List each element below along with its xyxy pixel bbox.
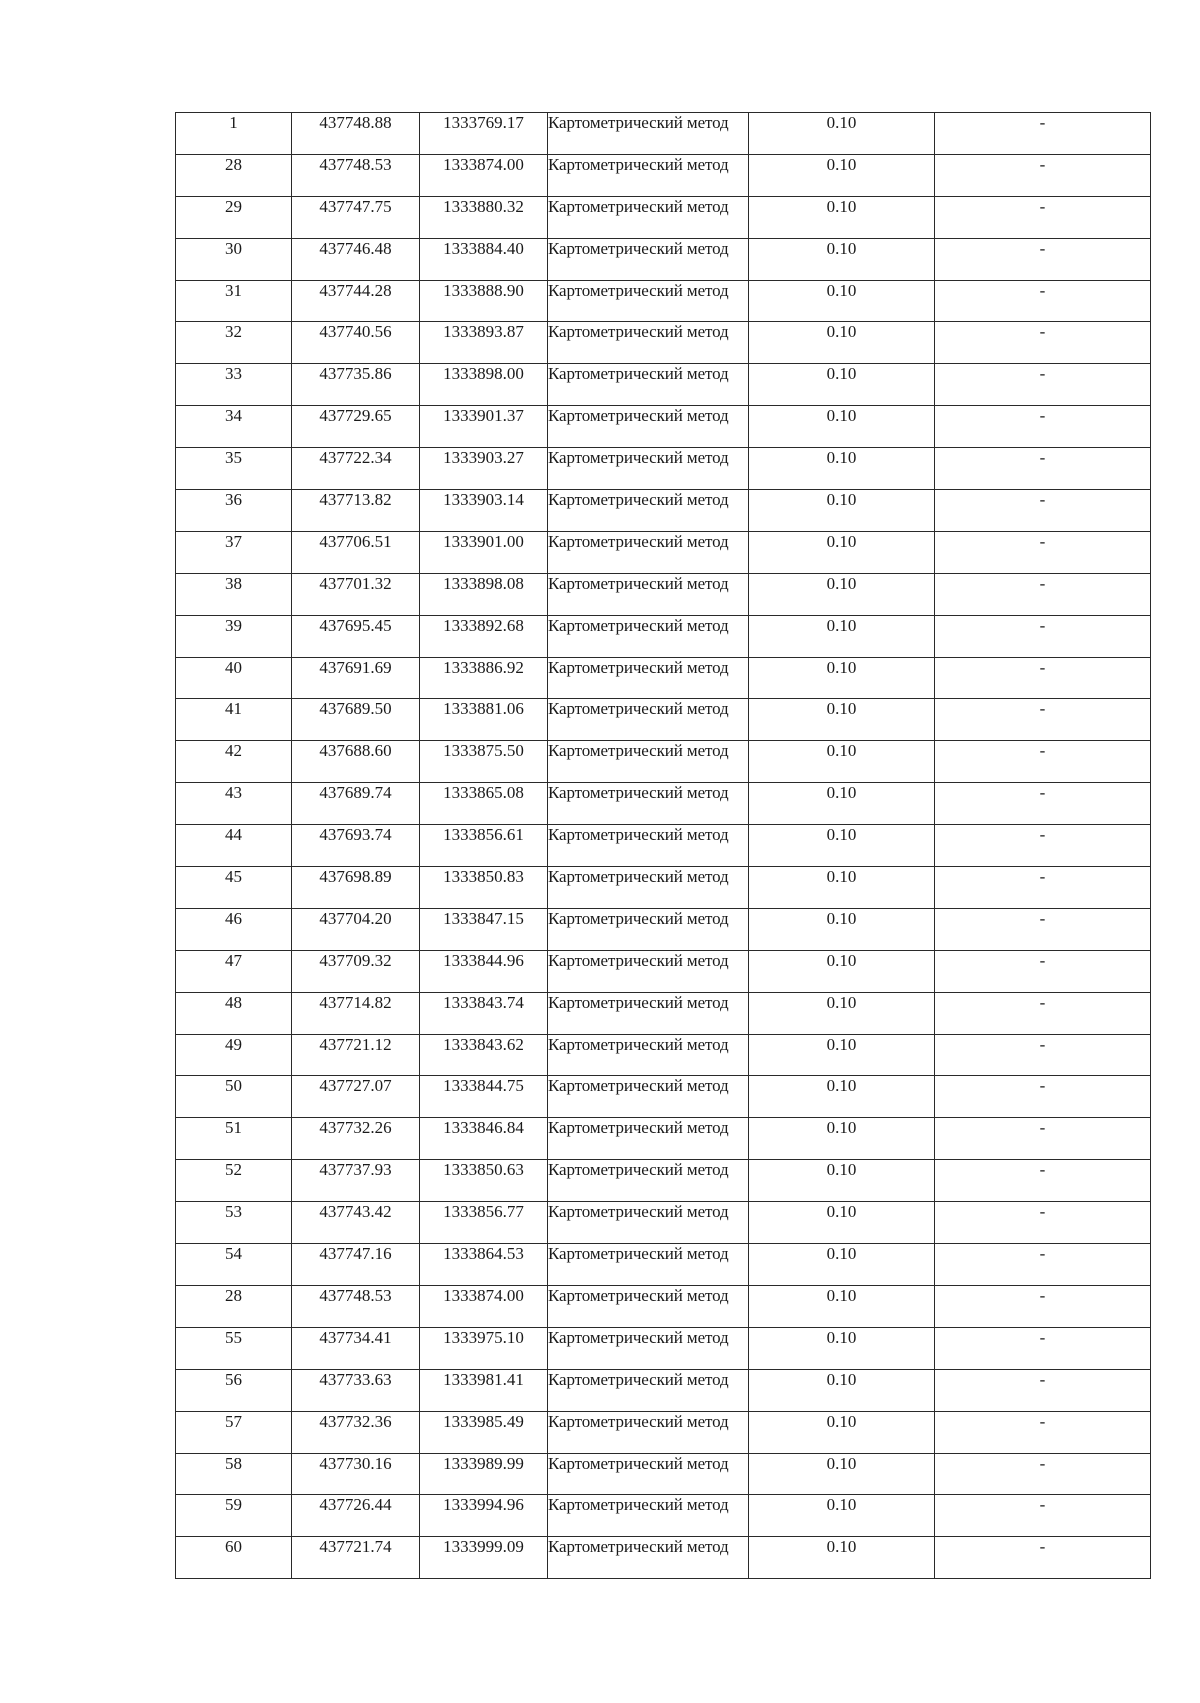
accuracy: 0.10	[749, 699, 935, 741]
method: Картометрический метод	[548, 657, 749, 699]
table-row	[176, 657, 1151, 699]
accuracy: 0.10	[749, 908, 935, 950]
coordinate-x: 437740.56	[292, 322, 420, 364]
description: -	[935, 1244, 1151, 1286]
point-number: 38	[176, 573, 292, 615]
point-number: 54	[176, 1244, 292, 1286]
method: Картометрический метод	[548, 1537, 749, 1579]
accuracy: 0.10	[749, 1369, 935, 1411]
method: Картометрический метод	[548, 1369, 749, 1411]
accuracy: 0.10	[749, 741, 935, 783]
coordinate-x: 437732.36	[292, 1411, 420, 1453]
point-number: 42	[176, 741, 292, 783]
description: -	[935, 113, 1151, 155]
method: Картометрический метод	[548, 280, 749, 322]
coordinate-x: 437691.69	[292, 657, 420, 699]
coordinate-x: 437709.32	[292, 950, 420, 992]
coordinate-x: 437744.28	[292, 280, 420, 322]
point-number: 46	[176, 908, 292, 950]
accuracy: 0.10	[749, 1202, 935, 1244]
coordinate-y: 1333844.96	[420, 950, 548, 992]
description: -	[935, 322, 1151, 364]
description: -	[935, 992, 1151, 1034]
coordinate-x: 437730.16	[292, 1453, 420, 1495]
description: -	[935, 950, 1151, 992]
coordinate-x: 437747.16	[292, 1244, 420, 1286]
description: -	[935, 490, 1151, 532]
accuracy: 0.10	[749, 573, 935, 615]
table-row	[176, 1118, 1151, 1160]
table-row	[176, 280, 1151, 322]
accuracy: 0.10	[749, 1411, 935, 1453]
coordinate-y: 1333994.96	[420, 1495, 548, 1537]
point-number: 51	[176, 1118, 292, 1160]
coordinate-y: 1333856.77	[420, 1202, 548, 1244]
accuracy: 0.10	[749, 950, 935, 992]
coordinate-y: 1333864.53	[420, 1244, 548, 1286]
coordinate-x: 437748.53	[292, 154, 420, 196]
description: -	[935, 1285, 1151, 1327]
coordinate-y: 1333898.00	[420, 364, 548, 406]
table-row	[176, 322, 1151, 364]
table-row	[176, 1076, 1151, 1118]
coordinate-x: 437747.75	[292, 196, 420, 238]
table-row	[176, 238, 1151, 280]
table-row	[176, 992, 1151, 1034]
coordinate-x: 437726.44	[292, 1495, 420, 1537]
coordinate-y: 1333901.00	[420, 531, 548, 573]
coordinate-y: 1333999.09	[420, 1537, 548, 1579]
method: Картометрический метод	[548, 1327, 749, 1369]
coordinate-y: 1333850.63	[420, 1160, 548, 1202]
coordinate-y: 1333844.75	[420, 1076, 548, 1118]
description: -	[935, 1411, 1151, 1453]
table-row	[176, 783, 1151, 825]
coordinate-x: 437701.32	[292, 573, 420, 615]
description: -	[935, 1076, 1151, 1118]
accuracy: 0.10	[749, 615, 935, 657]
coordinate-x: 437743.42	[292, 1202, 420, 1244]
coordinate-y: 1333892.68	[420, 615, 548, 657]
coordinate-x: 437729.65	[292, 406, 420, 448]
coordinate-x: 437714.82	[292, 992, 420, 1034]
method: Картометрический метод	[548, 1411, 749, 1453]
table-row	[176, 1034, 1151, 1076]
coordinate-y: 1333880.32	[420, 196, 548, 238]
accuracy: 0.10	[749, 1495, 935, 1537]
table-row	[176, 1244, 1151, 1286]
point-number: 53	[176, 1202, 292, 1244]
point-number: 1	[176, 113, 292, 155]
description: -	[935, 1369, 1151, 1411]
description: -	[935, 196, 1151, 238]
coordinate-x: 437713.82	[292, 490, 420, 532]
coordinate-x: 437693.74	[292, 825, 420, 867]
point-number: 58	[176, 1453, 292, 1495]
description: -	[935, 448, 1151, 490]
point-number: 49	[176, 1034, 292, 1076]
accuracy: 0.10	[749, 364, 935, 406]
coordinate-x: 437704.20	[292, 908, 420, 950]
coordinate-y: 1333847.15	[420, 908, 548, 950]
point-number: 40	[176, 657, 292, 699]
method: Картометрический метод	[548, 448, 749, 490]
coordinate-x: 437721.74	[292, 1537, 420, 1579]
coordinates-table-body	[176, 113, 1151, 1579]
method: Картометрический метод	[548, 1495, 749, 1537]
point-number: 33	[176, 364, 292, 406]
point-number: 34	[176, 406, 292, 448]
coordinates-table	[175, 112, 1151, 1579]
method: Картометрический метод	[548, 615, 749, 657]
coordinate-y: 1333875.50	[420, 741, 548, 783]
coordinate-y: 1333975.10	[420, 1327, 548, 1369]
coordinate-x: 437746.48	[292, 238, 420, 280]
accuracy: 0.10	[749, 1244, 935, 1286]
coordinate-y: 1333856.61	[420, 825, 548, 867]
method: Картометрический метод	[548, 783, 749, 825]
point-number: 37	[176, 531, 292, 573]
method: Картометрический метод	[548, 867, 749, 909]
method: Картометрический метод	[548, 1076, 749, 1118]
accuracy: 0.10	[749, 490, 935, 532]
method: Картометрический метод	[548, 1160, 749, 1202]
accuracy: 0.10	[749, 1285, 935, 1327]
coordinate-x: 437748.88	[292, 113, 420, 155]
coordinate-y: 1333898.08	[420, 573, 548, 615]
method: Картометрический метод	[548, 950, 749, 992]
method: Картометрический метод	[548, 1453, 749, 1495]
table-row	[176, 1453, 1151, 1495]
point-number: 39	[176, 615, 292, 657]
table-row	[176, 1537, 1151, 1579]
method: Картометрический метод	[548, 1118, 749, 1160]
coordinate-y: 1333769.17	[420, 113, 548, 155]
accuracy: 0.10	[749, 531, 935, 573]
description: -	[935, 825, 1151, 867]
table-row	[176, 1327, 1151, 1369]
method: Картометрический метод	[548, 196, 749, 238]
description: -	[935, 657, 1151, 699]
point-number: 36	[176, 490, 292, 532]
coordinate-y: 1333893.87	[420, 322, 548, 364]
point-number: 52	[176, 1160, 292, 1202]
table-row	[176, 1411, 1151, 1453]
method: Картометрический метод	[548, 992, 749, 1034]
method: Картометрический метод	[548, 1202, 749, 1244]
point-number: 56	[176, 1369, 292, 1411]
description: -	[935, 741, 1151, 783]
coordinate-y: 1333843.74	[420, 992, 548, 1034]
coordinate-x: 437689.74	[292, 783, 420, 825]
coordinate-y: 1333985.49	[420, 1411, 548, 1453]
coordinate-x: 437737.93	[292, 1160, 420, 1202]
accuracy: 0.10	[749, 1537, 935, 1579]
method: Картометрический метод	[548, 364, 749, 406]
method: Картометрический метод	[548, 322, 749, 364]
accuracy: 0.10	[749, 113, 935, 155]
accuracy: 0.10	[749, 238, 935, 280]
table-row	[176, 448, 1151, 490]
table-row	[176, 573, 1151, 615]
coordinate-x: 437706.51	[292, 531, 420, 573]
point-number: 50	[176, 1076, 292, 1118]
coordinate-y: 1333881.06	[420, 699, 548, 741]
description: -	[935, 783, 1151, 825]
description: -	[935, 364, 1151, 406]
accuracy: 0.10	[749, 1160, 935, 1202]
description: -	[935, 699, 1151, 741]
description: -	[935, 238, 1151, 280]
coordinate-y: 1333846.84	[420, 1118, 548, 1160]
method: Картометрический метод	[548, 825, 749, 867]
coordinate-y: 1333865.08	[420, 783, 548, 825]
description: -	[935, 1537, 1151, 1579]
point-number: 57	[176, 1411, 292, 1453]
method: Картометрический метод	[548, 1034, 749, 1076]
table-row	[176, 867, 1151, 909]
coordinate-y: 1333901.37	[420, 406, 548, 448]
description: -	[935, 154, 1151, 196]
method: Картометрический метод	[548, 154, 749, 196]
coordinate-x: 437695.45	[292, 615, 420, 657]
method: Картометрический метод	[548, 238, 749, 280]
description: -	[935, 1160, 1151, 1202]
point-number: 28	[176, 154, 292, 196]
coordinate-x: 437688.60	[292, 741, 420, 783]
accuracy: 0.10	[749, 1076, 935, 1118]
accuracy: 0.10	[749, 867, 935, 909]
table-row	[176, 699, 1151, 741]
table-row	[176, 196, 1151, 238]
coordinate-x: 437735.86	[292, 364, 420, 406]
coordinate-y: 1333903.27	[420, 448, 548, 490]
table-row	[176, 490, 1151, 532]
description: -	[935, 531, 1151, 573]
description: -	[935, 615, 1151, 657]
coordinate-x: 437721.12	[292, 1034, 420, 1076]
accuracy: 0.10	[749, 1118, 935, 1160]
accuracy: 0.10	[749, 280, 935, 322]
coordinate-y: 1333850.83	[420, 867, 548, 909]
accuracy: 0.10	[749, 406, 935, 448]
table-row	[176, 950, 1151, 992]
description: -	[935, 1453, 1151, 1495]
coordinate-x: 437722.34	[292, 448, 420, 490]
point-number: 43	[176, 783, 292, 825]
accuracy: 0.10	[749, 825, 935, 867]
coordinate-y: 1333874.00	[420, 1285, 548, 1327]
point-number: 48	[176, 992, 292, 1034]
coordinate-y: 1333903.14	[420, 490, 548, 532]
table-row	[176, 154, 1151, 196]
description: -	[935, 573, 1151, 615]
coordinate-y: 1333886.92	[420, 657, 548, 699]
point-number: 31	[176, 280, 292, 322]
table-row	[176, 825, 1151, 867]
description: -	[935, 1118, 1151, 1160]
description: -	[935, 406, 1151, 448]
table-row	[176, 908, 1151, 950]
table-row	[176, 1369, 1151, 1411]
description: -	[935, 867, 1151, 909]
point-number: 44	[176, 825, 292, 867]
accuracy: 0.10	[749, 196, 935, 238]
method: Картометрический метод	[548, 908, 749, 950]
coordinate-x: 437733.63	[292, 1369, 420, 1411]
coordinate-y: 1333888.90	[420, 280, 548, 322]
description: -	[935, 1202, 1151, 1244]
table-row	[176, 1160, 1151, 1202]
method: Картометрический метод	[548, 573, 749, 615]
coordinate-x: 437689.50	[292, 699, 420, 741]
coordinate-y: 1333874.00	[420, 154, 548, 196]
coordinate-y: 1333981.41	[420, 1369, 548, 1411]
point-number: 55	[176, 1327, 292, 1369]
point-number: 47	[176, 950, 292, 992]
description: -	[935, 908, 1151, 950]
coordinate-y: 1333843.62	[420, 1034, 548, 1076]
table-row	[176, 364, 1151, 406]
accuracy: 0.10	[749, 1327, 935, 1369]
method: Картометрический метод	[548, 113, 749, 155]
table-row	[176, 1202, 1151, 1244]
method: Картометрический метод	[548, 406, 749, 448]
table-row	[176, 615, 1151, 657]
point-number: 35	[176, 448, 292, 490]
description: -	[935, 280, 1151, 322]
accuracy: 0.10	[749, 783, 935, 825]
point-number: 30	[176, 238, 292, 280]
coordinate-x: 437698.89	[292, 867, 420, 909]
method: Картометрический метод	[548, 531, 749, 573]
coordinate-x: 437748.53	[292, 1285, 420, 1327]
accuracy: 0.10	[749, 322, 935, 364]
table-row	[176, 1495, 1151, 1537]
accuracy: 0.10	[749, 448, 935, 490]
method: Картометрический метод	[548, 741, 749, 783]
accuracy: 0.10	[749, 154, 935, 196]
coordinate-x: 437732.26	[292, 1118, 420, 1160]
table-row	[176, 741, 1151, 783]
point-number: 41	[176, 699, 292, 741]
description: -	[935, 1327, 1151, 1369]
table-row	[176, 113, 1151, 155]
accuracy: 0.10	[749, 1453, 935, 1495]
accuracy: 0.10	[749, 657, 935, 699]
table-row	[176, 1285, 1151, 1327]
coordinate-y: 1333884.40	[420, 238, 548, 280]
method: Картометрический метод	[548, 699, 749, 741]
description: -	[935, 1034, 1151, 1076]
table-row	[176, 531, 1151, 573]
point-number: 32	[176, 322, 292, 364]
point-number: 60	[176, 1537, 292, 1579]
coordinate-x: 437727.07	[292, 1076, 420, 1118]
table-row	[176, 406, 1151, 448]
point-number: 59	[176, 1495, 292, 1537]
point-number: 45	[176, 867, 292, 909]
accuracy: 0.10	[749, 1034, 935, 1076]
point-number: 29	[176, 196, 292, 238]
accuracy: 0.10	[749, 992, 935, 1034]
description: -	[935, 1495, 1151, 1537]
coordinate-y: 1333989.99	[420, 1453, 548, 1495]
method: Картометрический метод	[548, 1244, 749, 1286]
point-number: 28	[176, 1285, 292, 1327]
method: Картометрический метод	[548, 490, 749, 532]
method: Картометрический метод	[548, 1285, 749, 1327]
coordinate-x: 437734.41	[292, 1327, 420, 1369]
